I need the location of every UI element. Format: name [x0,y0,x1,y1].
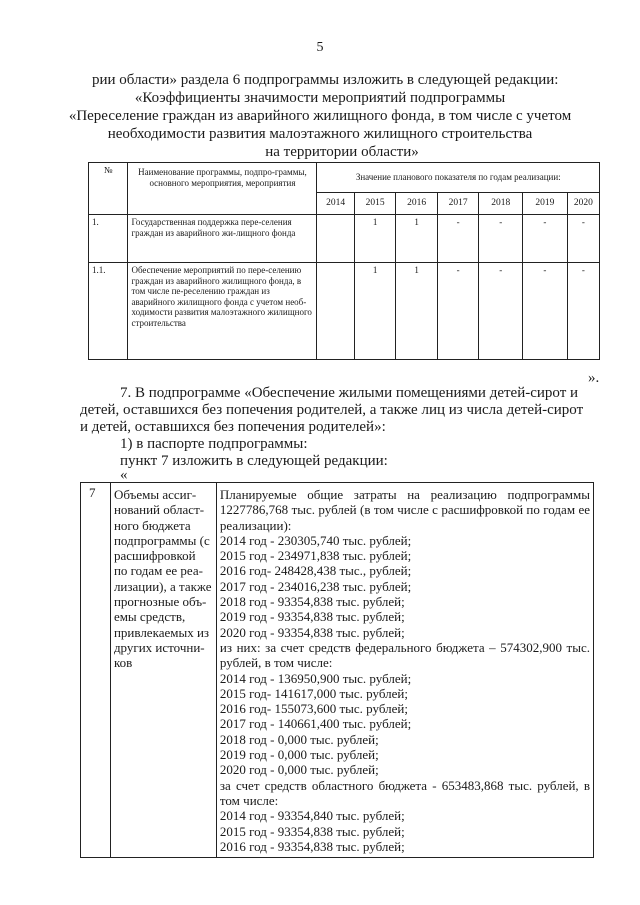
para-line-1: 7. В подпрограмме «Обеспечение жилыми помещениями детей-сирот и [120,385,579,401]
funding-label-line: расшифровкой [113,548,196,564]
funding-no: 7 [81,483,111,858]
row-value: - [567,263,599,360]
row-value: - [437,263,479,360]
funding-label-line: по годам ее реа- [113,563,203,579]
funding-label-line: лизации), а также [113,578,212,594]
funding-label-line: емы средств, [113,609,186,625]
regional-intro: за счет средств областного бюджета - 653483,868 тыс. рублей, в том числе: [219,777,590,808]
federal-year-line: 2020 год - 0,000 тыс. рублей; [219,762,379,778]
row-value: 1 [354,215,396,263]
row-value: - [567,215,599,263]
federal-intro: из них: за счет средств федерального бюджета – 574302,900 тыс. рублей, в том числе: [219,639,590,671]
funding-label-line: прогнозные объ- [113,594,207,610]
coefficients-table [88,162,600,360]
funding-label-line: ного бюджета [113,517,191,533]
total-year-line: 2016 год- 248428,438 тыс., рублей; [219,563,412,579]
heading-line-3: «Переселение граждан из аварийного жилищного фонда, в том числе с учетом [68,108,572,124]
row-value [317,263,354,360]
funding-label-cell [110,483,216,858]
federal-year-line: 2016 год- 155073,600 тыс. рублей; [219,701,408,717]
federal-year-line: 2015 год- 141617,000 тыс. рублей; [219,685,408,701]
header-no: № [89,163,128,215]
funding-label-line: Объемы ассиг- [113,487,197,502]
heading-line-2: «Коэффициенты значимости мероприятий подпрограммы [134,90,506,106]
row-value: 1 [396,215,438,263]
row-value: - [523,215,568,263]
para-line-2: детей, оставшихся без попечения родителей, а также лиц из числа детей-сирот [80,402,584,418]
total-year-line: 2018 год - 93354,838 тыс. рублей; [219,594,405,610]
header-values: Значение планового показателя по годам реализации: [317,163,600,193]
funding-label-line: подпрограммы (с [113,532,210,548]
heading-line-1: рии области» раздела 6 подпрограммы изложить в следующей редакции: [92,72,559,88]
federal-year-line: 2019 год - 0,000 тыс. рублей; [219,747,379,763]
year-2014: 2014 [317,193,354,215]
row-no: 1. [89,215,128,263]
year-2020: 2020 [567,193,599,215]
row-value: - [523,263,568,360]
row-name: Обеспечение мероприятий по пере-селению граждан из аварийного жилищного фонда, в том числе пе-реселению граждан из аварийного жилищного фонда с учетом необ-ходимости развития малоэтажного жилищного строительства [128,263,317,360]
row-value: 1 [396,263,438,360]
table-row [89,215,600,263]
total-year-line: 2014 год - 230305,740 тыс. рублей; [219,532,412,548]
heading-line-5: на территории области» [265,144,419,160]
funding-details-cell [216,483,593,858]
federal-year-line: 2018 год - 0,000 тыс. рублей; [219,731,379,747]
table-row [89,263,600,360]
row-no: 1.1. [89,263,128,360]
page-number: 5 [316,40,324,55]
year-2017: 2017 [437,193,479,215]
closing-quote: ». [588,370,600,386]
federal-year-line: 2014 год - 136950,900 тыс. рублей; [219,670,412,686]
regional-year-line: 2016 год - 93354,838 тыс. рублей; [219,838,405,854]
funding-label-line: ков [113,655,133,671]
row-value: - [479,263,523,360]
total-year-line: 2015 год - 234971,838 тыс. рублей; [219,548,412,564]
para-line-4: 1) в паспорте подпрограммы: [120,436,308,452]
row-value: - [479,215,523,263]
year-2015: 2015 [354,193,396,215]
heading-line-4: необходимости развития малоэтажного жилищного строительства [107,126,533,142]
year-2018: 2018 [479,193,523,215]
total-year-line: 2020 год - 93354,838 тыс. рублей; [219,624,405,640]
row-value [317,215,354,263]
funding-intro: Планируемые общие затраты на реализацию подпрограммы 1227786,768 тыс. рублей (в том числе с расшифровкой по годам ее реализации): [219,487,590,533]
funding-label-line: нований област- [113,502,205,518]
regional-year-line: 2014 год - 93354,840 тыс. рублей; [219,808,405,824]
para-line-3: и детей, оставшихся без попечения родителей»: [80,419,386,435]
year-2019: 2019 [523,193,568,215]
total-year-line: 2017 год - 234016,238 тыс. рублей; [219,578,412,594]
federal-year-line: 2017 год - 140661,400 тыс. рублей; [219,716,412,732]
regional-year-line: 2015 год - 93354,838 тыс. рублей; [219,823,405,839]
total-year-line: 2019 год - 93354,838 тыс. рублей; [219,609,405,625]
para-line-5: пункт 7 изложить в следующей редакции: [120,453,388,469]
funding-label-line: привлекаемых из [113,624,210,640]
funding-label-line: других источни- [113,639,205,655]
year-2016: 2016 [396,193,438,215]
row-value: 1 [354,263,396,360]
row-name: Государственная поддержка пере-селения граждан из аварийного жи-лищного фонда [128,215,317,263]
funding-table [80,482,594,858]
open-quote: « [120,467,128,483]
header-name: Наименование программы, подпро-граммы, основного мероприятия, мероприятия [128,163,317,215]
row-value: - [437,215,479,263]
